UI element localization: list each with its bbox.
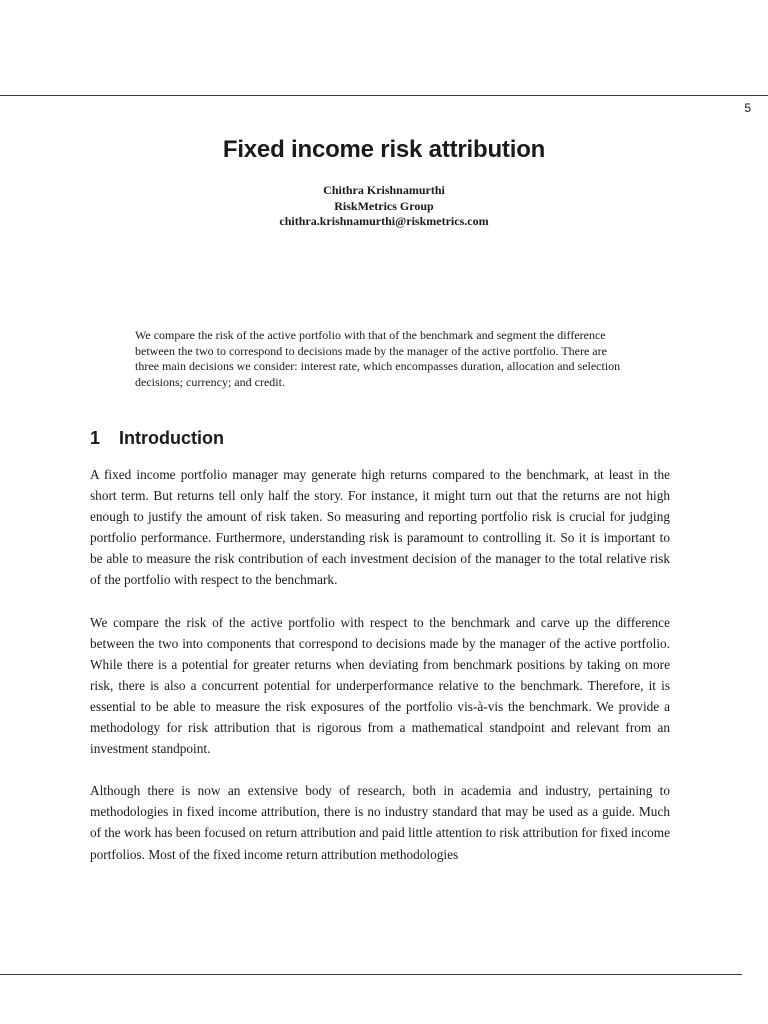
footer-rule — [0, 974, 742, 975]
page-number: 5 — [744, 101, 751, 115]
section-body — [90, 464, 670, 886]
author-name: Chithra Krishnamurthi — [323, 183, 445, 197]
paper-title: Fixed income risk attribution — [222, 136, 546, 163]
author-block — [0, 183, 768, 230]
header-rule — [0, 95, 768, 96]
body-paragraph: We compare the risk of the active portfolio with respect to the benchmark and carve up the difference between the two into components that correspond to decisions made by the manager of the active portfolio. While there is a potential for greater returns when deviating from benchmark positions by taking on more risk, there is also a concurrent potential for underperformance relative to the benchmark. Therefore, it is essential to be able to measure the risk exposures of the portfolio vis-à-vis the benchmark. We provide a methodology for risk attribution that is rigorous from a mathematical standpoint and relevant from an investment standpoint. — [90, 614, 670, 757]
author-email: chithra.krishnamurthi@riskmetrics.com — [279, 214, 489, 228]
section-title: Introduction — [119, 428, 224, 448]
body-paragraph: A fixed income portfolio manager may generate high returns compared to the benchmark, at least in the short term. But returns tell only half the story. For instance, it might turn out that the returns are not high enough to justify the amount of risk taken. So measuring and reporting portfolio risk is crucial for judging portfolio performance. Furthermore, understanding risk is paramount to controlling it. So it is important to be able to measure the risk contribution of each investment decision of the manager to the total relative risk of the portfolio with respect to the benchmark. — [90, 467, 670, 588]
section-number: 1 — [90, 428, 101, 448]
author-affiliation: RiskMetrics Group — [334, 198, 434, 213]
abstract: We compare the risk of the active portfolio with that of the benchmark and segment the difference between the two to correspond to decisions made by the manager of the active portfolio. There are three main decisions we consider: interest rate, which encompasses duration, allocation and selection decisions; currency; and credit. — [135, 328, 621, 389]
section-heading — [90, 428, 224, 449]
body-paragraph: Although there is now an extensive body of research, both in academia and industry, pertaining to methodologies in fixed income attribution, there is no industry standard that may be used as a guide. Much of the work has been focused on return attribution and paid little attention to risk attribution for fixed income portfolios. Most of the fixed income return attribution methodologies — [90, 783, 670, 862]
